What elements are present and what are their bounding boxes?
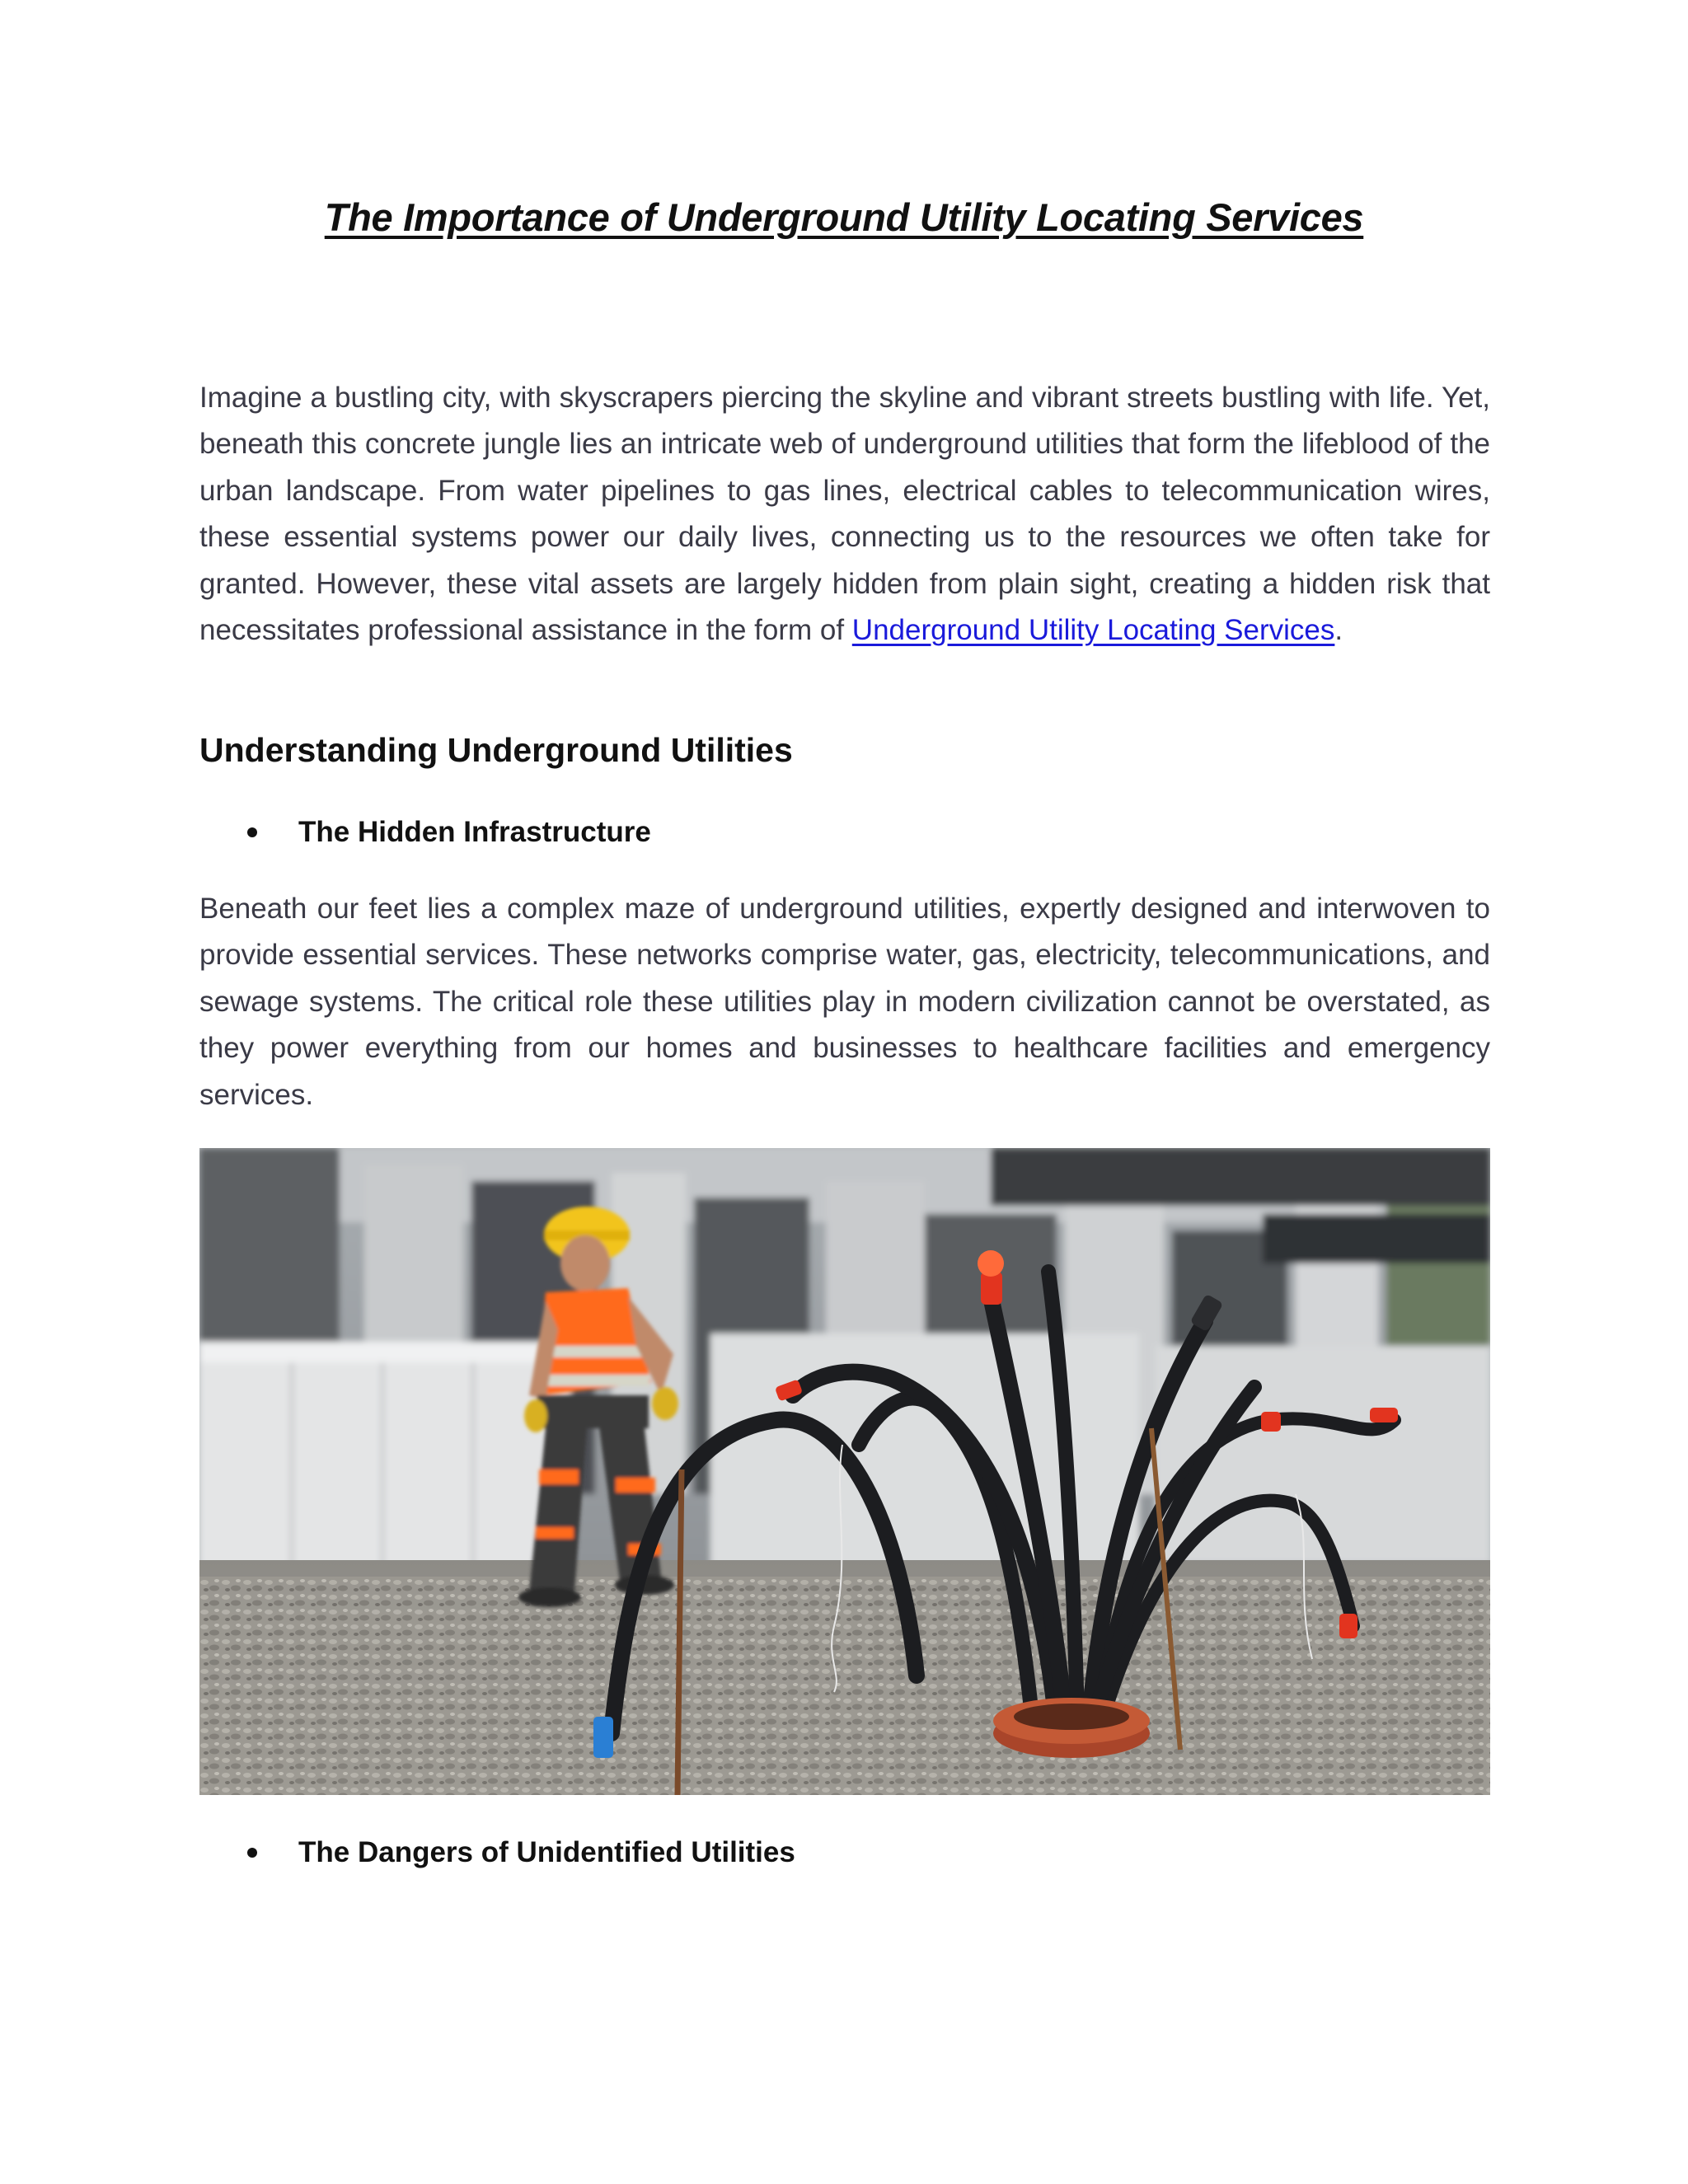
bullet-dot-icon (247, 827, 257, 837)
utility-locating-link[interactable]: Underground Utility Locating Services (851, 614, 1335, 647)
section-heading: Understanding Underground Utilities (199, 731, 793, 769)
bullet-label: The Hidden Infrastructure (298, 816, 651, 848)
intro-paragraph (199, 375, 1490, 654)
bullet-item-hidden-infrastructure (247, 816, 651, 849)
body-paragraph: Beneath our feet lies a complex maze of underground utilities, expertly designed and interwoven to provide essential services. These networks comprise water, gas, electricity, telecommunications, and sewage systems. The critical role these utilities play in modern civilization cannot be overstated, as they power everything from our homes and businesses to healthcare facilities and emergency services. (199, 893, 1490, 1111)
intro-text: Imagine a bustling city, with skyscrapers piercing the skyline and vibrant streets bustling with life. Yet, beneath this concrete jungle lies an intricate web of underground utilities that form the lifeblood of the urban landscape. From water pipelines to gas lines, electrical cables to telecommunication wires, these essential systems power our daily lives, connecting us to the resources we often take for granted. However, these vital assets are largely hidden from plain sight, creating a hidden risk that necessitates professional assistance in the form of (199, 382, 1490, 647)
construction-worker-cables-photo (199, 1148, 1490, 1795)
bullet-item-dangers (247, 1836, 795, 1869)
bullet-label: The Dangers of Unidentified Utilities (298, 1836, 795, 1868)
intro-suffix: . (1334, 614, 1343, 647)
bullet-dot-icon (247, 1848, 257, 1858)
page-title: The Importance of Underground Utility Locating Services (324, 195, 1364, 239)
